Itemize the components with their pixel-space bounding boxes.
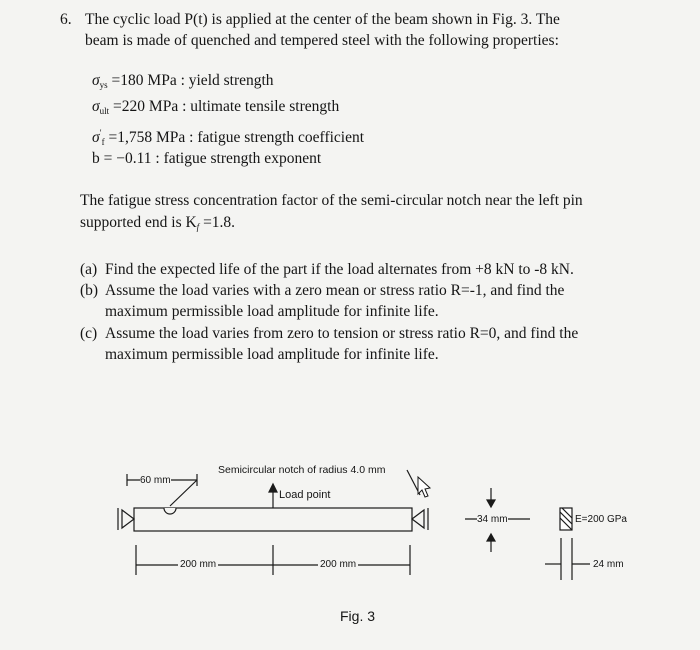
load-arrow-head — [269, 484, 277, 492]
question-c-line-2: maximum permissible load amplitude for infinite life. — [105, 346, 439, 363]
question-c-label: (c) — [80, 325, 98, 342]
property-value: =220 MPa : ultimate tensile strength — [109, 98, 340, 115]
question-c-line-1: Assume the load varies from zero to tension or stress ratio R=0, and find the — [105, 325, 579, 342]
notch-text-line-1: The fatigue stress concentration factor of the semi-circular notch near the left pin — [80, 192, 583, 209]
dim-34-arrow-top — [487, 500, 495, 507]
property-subscript: ys — [99, 80, 108, 90]
load-point-label: Load point — [279, 489, 331, 501]
beam-body — [134, 508, 412, 531]
dim-200-left-label: 200 mm — [180, 559, 217, 570]
dim-34-arrow-bottom — [487, 534, 495, 541]
dim-60-leader — [170, 480, 197, 506]
property-value: = −0.11 : fatigue strength exponent — [99, 150, 322, 167]
question-a-label: (a) — [80, 261, 98, 278]
problem-number: 6. — [60, 11, 72, 28]
property-prime: ′ — [99, 128, 102, 138]
property-value: =180 MPa : yield strength — [107, 72, 274, 89]
property-symbol: σ — [92, 98, 100, 115]
property-symbol: σ — [92, 72, 100, 89]
notch-text-suffix: =1.8. — [199, 214, 236, 231]
property-symbol: σ — [92, 129, 100, 147]
question-a-line-1: Find the expected life of the part if the load alternates from +8 kN to -8 kN. — [105, 261, 574, 278]
intro-line-2: beam is made of quenched and tempered steel with the following properties: — [85, 32, 559, 49]
property-subscript: f — [101, 137, 105, 148]
question-b-label: (b) — [80, 282, 99, 299]
intro-line-1: The cyclic load P(t) is applied at the center of the beam shown in Fig. 3. The — [85, 11, 560, 28]
property-value: =1,758 MPa : fatigue strength coefficient — [104, 129, 365, 147]
dim-24-label: 24 mm — [593, 559, 624, 570]
question-b-line-1: Assume the load varies with a zero mean or stress ratio R=-1, and find the — [105, 282, 565, 299]
question-b-line-2: maximum permissible load amplitude for infinite life. — [105, 303, 439, 320]
property-subscript: ult — [99, 106, 110, 116]
right-support — [412, 508, 428, 530]
notch — [164, 508, 176, 514]
dim-60-label: 60 mm — [140, 475, 171, 486]
figure-caption: Fig. 3 — [340, 608, 376, 624]
notch-text-sub: f — [196, 222, 200, 232]
dim-34-label: 34 mm — [477, 514, 508, 525]
dim-200-right-label: 200 mm — [320, 559, 357, 570]
property-symbol: b — [92, 150, 100, 167]
modulus-label: E=200 GPa — [575, 514, 627, 525]
left-pin-support — [118, 508, 134, 530]
notch-text-prefix: supported end is K — [80, 214, 197, 231]
notch-label: Semicircular notch of radius 4.0 mm — [218, 464, 386, 476]
